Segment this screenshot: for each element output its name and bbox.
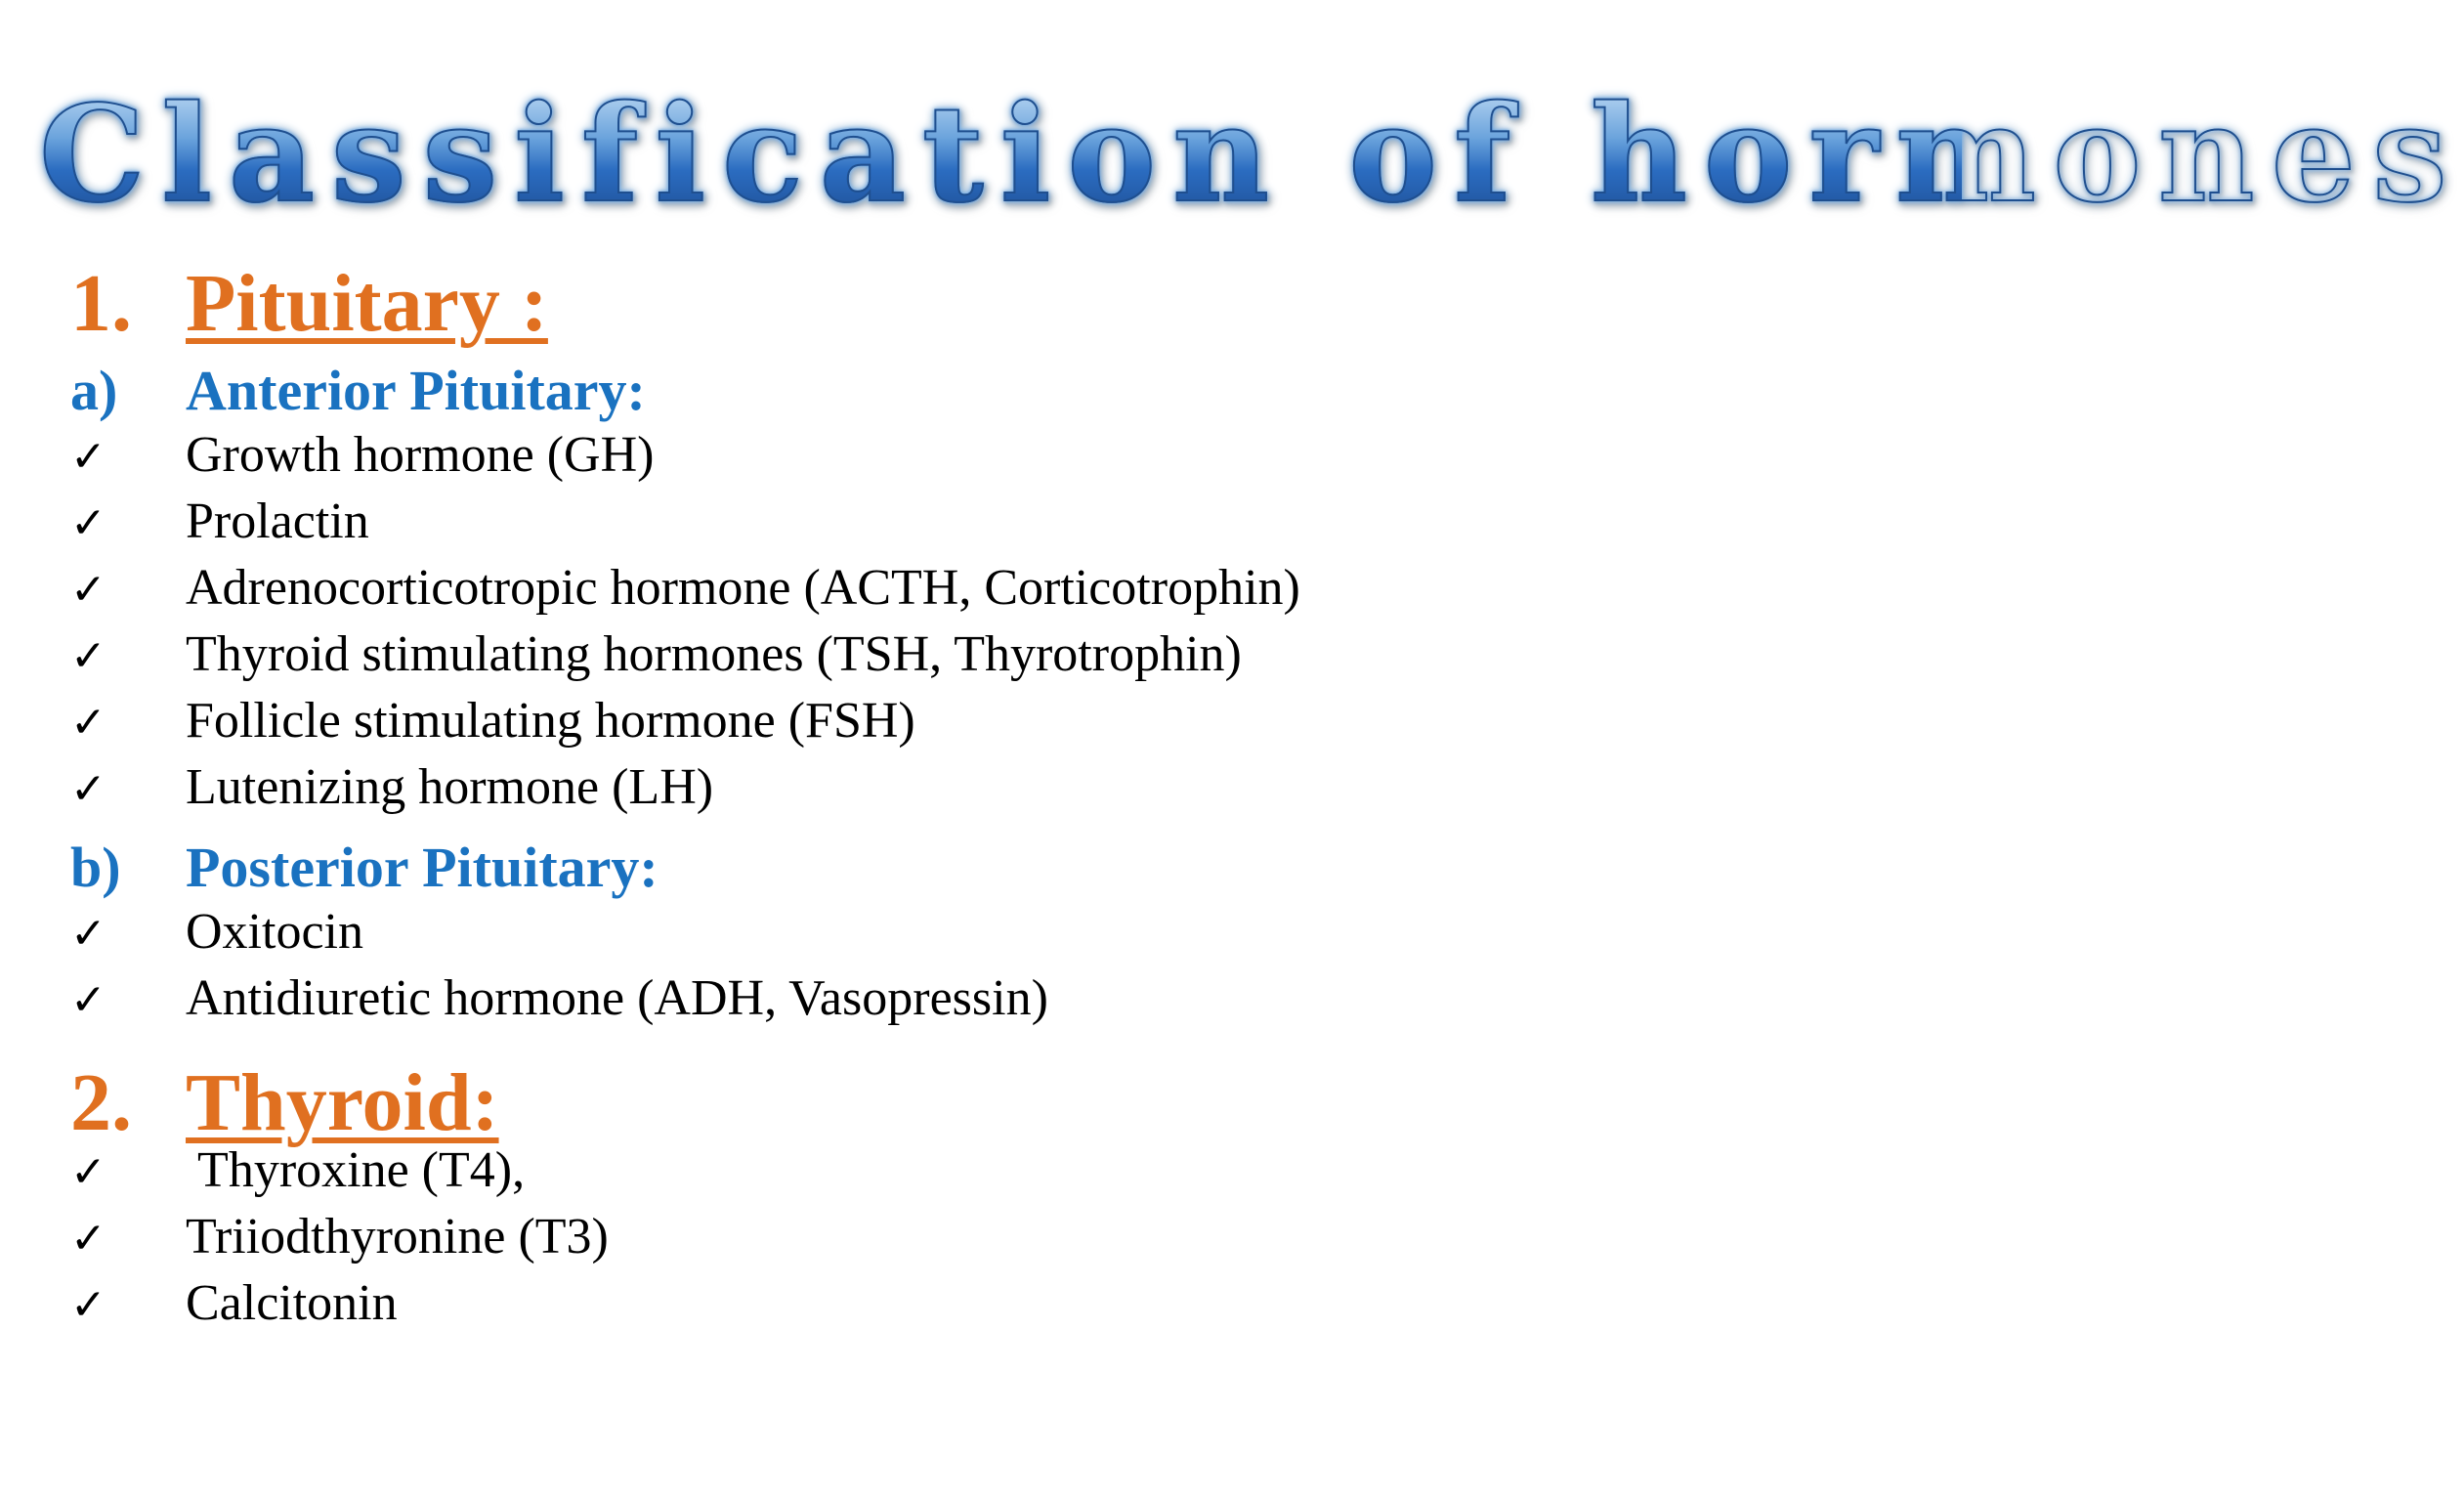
list-item (70, 1141, 525, 1210)
check-icon: ✓ (70, 1280, 106, 1330)
subsection-heading-posterior (70, 835, 658, 903)
section-title: Thyroid: (186, 1057, 499, 1148)
check-icon: ✓ (70, 1147, 106, 1197)
section-heading-thyroid (70, 1055, 499, 1148)
list-item-text: Lutenizing hormone (LH) (186, 759, 714, 815)
list-item (70, 692, 915, 760)
list-item (70, 559, 1300, 627)
list-item-text: Triiodthyronine (T3) (186, 1209, 609, 1265)
subsection-heading-anterior (70, 358, 646, 426)
list-item-text: Growth hormone (GH) (186, 427, 655, 483)
subsection-letter: a) (70, 359, 118, 422)
list-item-text: Oxitocin (186, 904, 363, 960)
check-icon: ✓ (70, 498, 106, 548)
check-icon: ✓ (70, 975, 106, 1025)
list-item (70, 625, 1242, 694)
section-number: 1. (70, 258, 132, 349)
list-item-text: Thyroid stimulating hormones (TSH, Thyrotrophin) (186, 626, 1242, 682)
list-item (70, 903, 363, 971)
section-title: Pituitary : (186, 258, 548, 349)
list-item-text: Antidiuretic hormone (ADH, Vasopressin) (186, 970, 1048, 1026)
list-item (70, 493, 369, 561)
subsection-title: Anterior Pituitary: (186, 359, 646, 422)
list-item-text: Calcitonin (186, 1275, 398, 1331)
list-item-text: Adrenocorticotropic hormone (ACTH, Corticotrophin) (186, 560, 1300, 616)
list-item-text: Thyroxine (T4), (186, 1142, 526, 1198)
section-number: 2. (70, 1057, 132, 1148)
subsection-title: Posterior Pituitary: (186, 836, 658, 899)
list-item (70, 426, 654, 494)
check-icon: ✓ (70, 565, 106, 615)
check-icon: ✓ (70, 909, 106, 959)
list-item (70, 758, 713, 827)
section-heading-pituitary (70, 256, 548, 349)
check-icon: ✓ (70, 631, 106, 681)
list-item-text: Prolactin (186, 493, 369, 549)
check-icon: ✓ (70, 698, 106, 748)
check-icon: ✓ (70, 432, 106, 482)
list-item (70, 1208, 609, 1276)
list-item (70, 1274, 398, 1343)
check-icon: ✓ (70, 764, 106, 814)
check-icon: ✓ (70, 1214, 106, 1264)
list-item (70, 969, 1048, 1038)
list-item-text: Follicle stimulating hormone (FSH) (186, 693, 915, 749)
subsection-letter: b) (70, 836, 121, 899)
slide-title: Classification of hormones (39, 76, 2464, 233)
